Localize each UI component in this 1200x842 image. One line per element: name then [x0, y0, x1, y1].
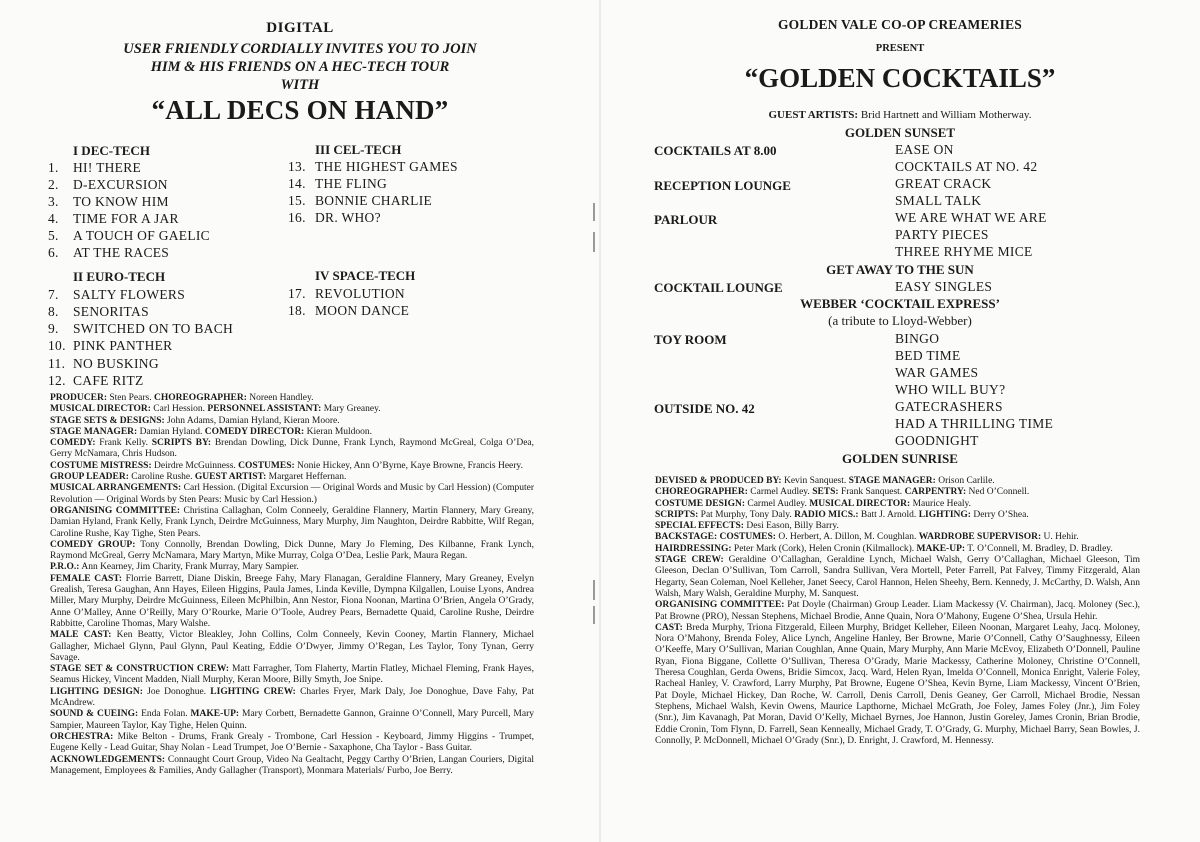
list-item: 10. PINK PANTHER — [48, 338, 173, 353]
credit-paragraph: COMEDY GROUP: Tony Connolly, Brendan Dowling, Dick Dunne, Mary Jo Fleming, Des Kilbanne, Frank Lynch, Raymond McGreal, Gerry McNamara, Mary Martyn, Mike Murray, Colga O’Dea, Leslie Park, Maura Regan. — [50, 539, 534, 562]
credit-paragraph: STAGE CREW: Geraldine O’Callaghan, Geraldine Lynch, Michael Walsh, Gerry O’Callaghan, Michael Gleeson, Tim Gleeson, Declan O’Sullivan, Tom Carroll, Sandra Sullivan, Vera Mortell, Peter Farrell, Pat Falvey, Timmy Fitzgerald, Alan Hegarty, Sean Coleman, Noel Kelleher, Janet Seecy, Carol Hannon, Helen Sheehy, Bern. Kennedy, J. McCarthy, D. Walsh, Ann Walsh, Mary Walsh, Geraldine Murphy, M. Sanquest. — [655, 555, 1140, 599]
credit-paragraph: ORCHESTRA: Mike Belton - Drums, Frank Grealy - Trombone, Carl Hession - Keyboard, Jimmy Higgins - Trumpet, Eugene Kelly - Lead Guitar, Shay Nolan - Lead Trumpet, Joe O’Bernie - Saxaphone, Cha Taylor - Bass Guitar. — [50, 731, 534, 754]
venue-toy-room: TOY ROOM — [654, 332, 727, 347]
list-item: WAR GAMES — [895, 365, 979, 380]
golden-sunrise-heading: GOLDEN SUNRISE — [842, 451, 958, 466]
show-title: “GOLDEN COCKTAILS” — [744, 63, 1056, 93]
list-item: 5. A TOUCH OF GAELIC — [48, 228, 210, 243]
section-title-euro-tech: II EURO-TECH — [73, 269, 166, 284]
section-title-space-tech: IV SPACE-TECH — [315, 268, 416, 283]
list-item: GREAT CRACK — [895, 176, 992, 191]
venue-parlour: PARLOUR — [654, 212, 718, 227]
golden-sunset-heading: GOLDEN SUNSET — [844, 125, 956, 140]
list-item: 15. BONNIE CHARLIE — [288, 193, 433, 208]
webber-express-heading: WEBBER ‘COCKTAIL EXPRESS’ — [800, 296, 1000, 311]
list-item: 1. HI! THERE — [48, 160, 142, 175]
credit-paragraph: ORGANISING COMMITTEE: Pat Doyle (Chairman) Group Leader. Liam Mackessy (V. Chairman), Jacq. Moloney (Sec.), Pat Browne (PRO), Nessan Stephens, Michael Brodie, Anne Quain, Nora O’Mahony, Eugene O’Shea, Ursula Hehir. — [655, 600, 1141, 622]
credit-paragraph: CHOREOGRAPHER: Carmel Audley. SETS: Frank Sanquest. CARPENTRY: Ned O’Connell. — [655, 487, 1030, 498]
list-item: GATECRASHERS — [895, 399, 1003, 414]
credit-paragraph: SOUND & CUEING: Enda Folan. MAKE-UP: Mary Corbett, Bernadette Gannon, Grainne O’Connell, Mary Purcell, Mary Sampier, Maureen Taylor, Kay Tighe, Helen Quinn. — [50, 709, 534, 731]
venue-outside-no42: OUTSIDE NO. 42 — [654, 401, 755, 416]
company-heading: GOLDEN VALE CO-OP CREAMERIES — [777, 17, 1023, 32]
credit-paragraph: ORGANISING COMMITTEE: Christina Callaghan, Colm Conneely, Geraldine Flannery, Martin Flannery, Mary Greany, Damian Hyland, Frank Kelly, Frank Lynch, Deirdre McGuinness, Mary Murphy, Jim Naughton, Deirdre Rabbitte, Wilf Regan, Caroline Rushe, Kay Tighe, Sten Pears. — [50, 505, 534, 539]
venue-reception-lounge: RECEPTION LOUNGE — [654, 178, 791, 193]
credit-paragraph: BACKSTAGE: COSTUMES: O. Herbert, A. Dillon, M. Coughlan. WARDROBE SUPERVISOR: U. Hehir. — [655, 532, 1079, 543]
credit-paragraph: STAGE SET & CONSTRUCTION CREW: Matt Farragher, Tom Flaherty, Martin Flatley, Michael Fleming, Frank Hayes, Seamus Hickey, Vincent Madden, Niall Murphy, Keran Moore, Billy Smyth, Joe Snipe. — [50, 664, 534, 686]
get-away-heading: GET AWAY TO THE SUN — [826, 262, 974, 277]
credit-paragraph: ACKNOWLEDGEMENTS: Connaught Court Group, Video Na Gealtacht, Peggy Carthy O’Brien, Langan Couriers, Digital Management, Employees & Families, Andy Gallagher (Transport), Monmara Materials/ Furbo, Joe Berry. — [50, 754, 534, 776]
credit-paragraph: FEMALE CAST: Florrie Barrett, Diane Diskin, Breege Fahy, Mary Flanagan, Geraldine Flannery, Mary Greaney, Evelyn Grealish, Teresa Gaughan, Ann Hayes, Eileen Higgins, Paula James, Linda Keville, Dympna Kilgallen, Louise Lyons, Andrea Miller, Mary Murphy, Deirdre McGuinness, Eileen McPhilbin, Ann Nestor, Fiona Noonan, Martina O’Brien, Angela O’Grady, Anne O’Malley, Anne O’Reilly, Mary O’Rourke, Marie O’Toole, Audrey Pears, Bernadette Quaid, Caroline Rushe, Deirdre Rabbitte, Caroline Thomas, Mary Walshe. — [50, 573, 534, 629]
section-title-dec-tech: I DEC-TECH — [73, 143, 150, 158]
tribute-note: (a tribute to Lloyd-Webber) — [828, 313, 972, 328]
guest-artists: GUEST ARTISTS: Brid Hartnett and William Motherway. — [768, 109, 1032, 121]
credits-block — [50, 393, 534, 777]
credit-paragraph: COSTUME DESIGN: Carmel Audley. MUSICAL DIRECTOR: Maurice Healy. — [655, 498, 972, 509]
credit-paragraph: STAGE SETS & DESIGNS: John Adams, Damian Hyland, Kieran Moore. — [50, 415, 340, 426]
list-item: HAD A THRILLING TIME — [895, 416, 1054, 431]
list-item: 2. D-EXCURSION — [48, 177, 168, 192]
list-item: 4. TIME FOR A JAR — [48, 211, 179, 226]
list-item: 14. THE FLING — [288, 176, 388, 191]
list-item: GOODNIGHT — [895, 433, 979, 448]
list-item: EASE ON — [895, 142, 954, 157]
list-item: 17. REVOLUTION — [288, 286, 405, 301]
list-item: 3. TO KNOW HIM — [48, 194, 169, 209]
list-item: WE ARE WHAT WE ARE — [895, 210, 1047, 225]
show-title: “ALL DECS ON HAND” — [151, 95, 449, 125]
list-item: THREE RHYME MICE — [895, 244, 1033, 259]
credit-paragraph: MALE CAST: Ken Beatty, Victor Bleakley, John Collins, Colm Conneely, Kevin Cooney, Martin Flannery, Michael Gallagher, Michael Glynn, Paul Glynn, Paul Keating, Eddie O’Dwyer, Jimmy O’Regan, Les Taylor, Tony Tynan, Gerry Savage. — [50, 630, 534, 663]
list-item: BED TIME — [895, 348, 961, 363]
credit-paragraph: SCRIPTS: Pat Murphy, Tony Daly. RADIO MICS.: Batt J. Arnold. LIGHTING: Derry O’Shea. — [655, 509, 1029, 520]
invite-line-3: WITH — [280, 77, 320, 93]
list-item: BINGO — [895, 331, 940, 346]
list-item: 18. MOON DANCE — [288, 303, 410, 318]
credit-paragraph: SPECIAL EFFECTS: Desi Eason, Billy Barry. — [655, 521, 839, 532]
list-item: 11. NO BUSKING — [48, 356, 159, 371]
credit-paragraph: COSTUME MISTRESS: Deirdre McGuinness. COSTUMES: Nonie Hickey, Ann O’Byrne, Kaye Browne, Francis Heery. — [50, 460, 523, 471]
list-item: 9. SWITCHED ON TO BACH — [48, 321, 234, 336]
credit-paragraph: MUSICAL DIRECTOR: Carl Hession. PERSONNEL ASSISTANT: Mary Greaney. — [50, 404, 381, 415]
credit-paragraph: COMEDY: Frank Kelly. SCRIPTS BY: Brendan Dowling, Dick Dunne, Frank Lynch, Raymond McGreal, Colga O’Dea, Gerry McNamara, Chris Hudson. — [50, 438, 534, 460]
list-item: EASY SINGLES — [895, 279, 993, 294]
list-item: 13. THE HIGHEST GAMES — [288, 159, 458, 174]
credits-block — [655, 476, 1140, 747]
list-item: SMALL TALK — [895, 193, 982, 208]
list-item: 16. DR. WHO? — [288, 210, 381, 225]
credit-paragraph: HAIRDRESSING: Peter Mark (Cork), Helen Cronin (Kilmallock). MAKE-UP: T. O’Connell, M. Bradley, D. Bradley. — [655, 543, 1113, 554]
list-item: 6. AT THE RACES — [48, 245, 170, 260]
invite-line-2: HIM & HIS FRIENDS ON A HEC-TECH TOUR — [150, 59, 450, 75]
credit-paragraph: STAGE MANAGER: Damian Hyland. COMEDY DIRECTOR: Kieran Muldoon. — [50, 426, 373, 437]
list-item: 7. SALTY FLOWERS — [48, 287, 186, 302]
list-item: 12. CAFE RITZ — [48, 373, 144, 388]
right-page — [600, 0, 1200, 842]
present-heading: PRESENT — [875, 43, 925, 54]
venue-cocktail-lounge: COCKTAIL LOUNGE — [654, 280, 783, 295]
credit-paragraph: LIGHTING DESIGN: Joe Donoghue. LIGHTING CREW: Charles Fryer, Mark Daly, Joe Donoghue, Dave Fahy, Pat McAndrew. — [50, 686, 535, 709]
digital-heading: DIGITAL — [266, 20, 334, 36]
section-title-cel-tech: III CEL-TECH — [315, 142, 402, 157]
binding-mark — [593, 580, 595, 600]
credit-paragraph: P.R.O.: Ann Kearney, Jim Charity, Frank Murray, Mary Sampier. — [50, 562, 299, 573]
credit-paragraph: CAST: Breda Murphy, Triona Fitzgerald, Eileen Murphy, Bridget Kelleher, Eileen Noonan, Margaret Leahy, Jacq. Moloney, Nora O’Mahony, Brenda Foley, Alice Lynch, Angeline Hanley, Ber Browne, Marie O’Connell, Cathy O’Saughnessy, Eileen O’Keeffe, Mary O’Sullivan, Marian Coughlan, Anne Quain, Mary Murphy, Ann Marie McEvoy, Elizabeth O’Donnell, Pauline Ryan, Fiona Biggane, Collette O’Sullivan, Theresa O’Grady, Marie Mackessy, Catherine Moloney, Christine O’Connell, Theresa Coughlan, Gerda Owens, Bridie Simcox, Jacq. Ward, Helen Ryan, Imelda O’Connell, Monica Enright, Valerie Foley, Racheal Hanley, V. Crawford, Larry Murphy, Pat Browne, Eugene O’Shea, Kevin Byrne, Liam Mackessy, Vincent O’Brien, Pat Doyle, Michael Hickey, Dan Roche, W. Carroll, Denis Carroll, Denis Geaney, Ger Carroll, Michael Brodie, Nessan Stephens, Michael Walsh, Kevin Owens, Maurice Lapthorne, Michael McGrath, Joe Foley, James Foley (Jnr.), Jim Foley (Snr.), Jim Kavanagh, Pat Moran, David O’Kelly, Michael Byrnes, Joe Hannon, Justin Goreley, James Cronin, Brian Brodie, Eddie Cronin, Tom Flynn, D. Farrell, Sean Kenneally, Michael Grady, T. O’Grady, G. Murphy, Michael Barry, Sean Bowles, J. Connolly, P. McDonnell, Michael O’Grady (Snr.), D. Enright, J. Crawford, M. Hennessy. — [655, 622, 1140, 746]
list-item: COCKTAILS AT NO. 42 — [895, 159, 1038, 174]
binding-mark — [593, 232, 595, 252]
credit-paragraph: DEVISED & PRODUCED BY: Kevin Sanquest. STAGE MANAGER: Orison Carlile. — [655, 476, 995, 486]
venue-cocktails-at-8: COCKTAILS AT 8.00 — [654, 143, 777, 158]
list-item: WHO WILL BUY? — [895, 382, 1006, 397]
list-item: 8. SENORITAS — [48, 304, 149, 319]
binding-mark — [593, 606, 595, 624]
invite-line-1: USER FRIENDLY CORDIALLY INVITES YOU TO JOIN — [123, 41, 477, 57]
list-item: PARTY PIECES — [895, 227, 989, 242]
credit-paragraph: PRODUCER: Sten Pears. CHOREOGRAPHER: Noreen Handley. — [50, 393, 314, 403]
credit-paragraph: MUSICAL ARRANGEMENTS: Carl Hession. (Digital Excursion — Original Words and Music by Carl Hession) (Computer Revolution — Original Words by Sten Pears: Music by Carl Hession.) — [50, 483, 535, 505]
credit-paragraph: GROUP LEADER: Caroline Rushe. GUEST ARTIST: Margaret Heffernan. — [50, 472, 347, 483]
binding-mark — [593, 203, 595, 221]
